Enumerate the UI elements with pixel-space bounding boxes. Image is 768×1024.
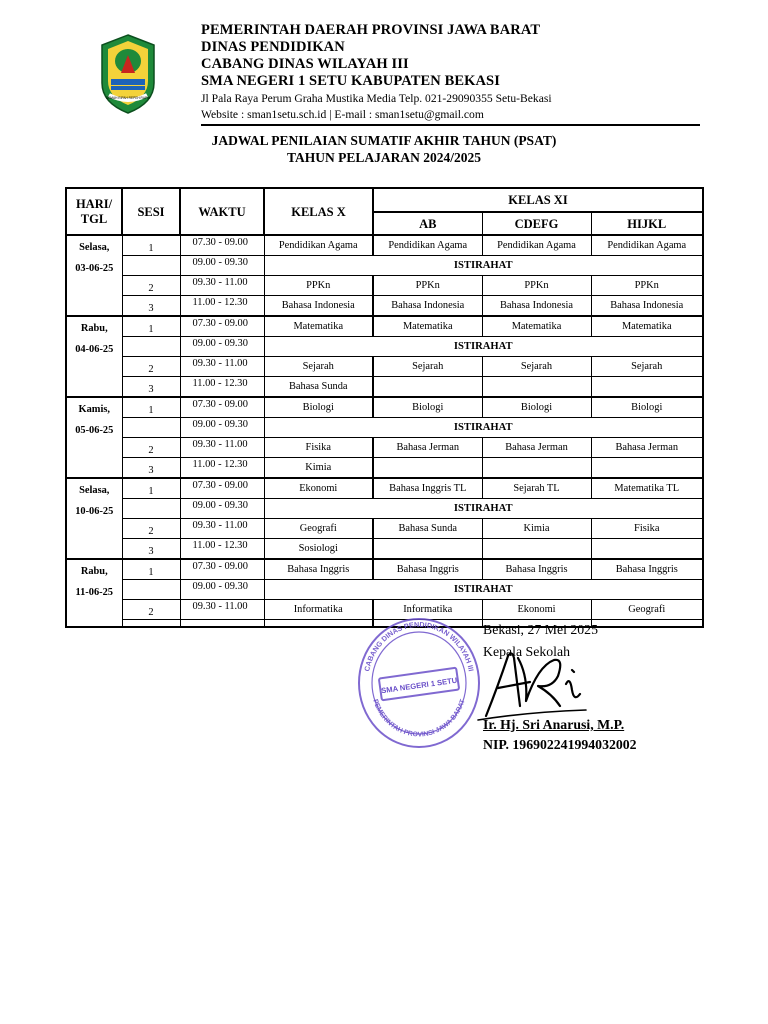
time-cell: 11.00 - 12.30: [180, 458, 264, 479]
kelas-x-cell: Matematika: [264, 316, 373, 337]
table-row: [66, 559, 703, 580]
svg-text:PEMERINTAH PROVINSI JAWA BARAT: [371, 698, 467, 739]
kelas-xi-ab-cell: Bahasa Inggris TL: [373, 478, 482, 499]
table-row: [66, 539, 703, 560]
kelas-xi-ab-cell: Bahasa Inggris: [373, 559, 482, 580]
table-row: [66, 458, 703, 479]
sesi-cell: 1: [122, 478, 180, 499]
kelas-xi-cdefg-cell: Sejarah TL: [482, 478, 591, 499]
school-stamp: [356, 615, 482, 751]
table-row: [66, 316, 703, 337]
kelas-x-cell: Kimia: [264, 458, 373, 479]
sesi-cell: 2: [122, 519, 180, 539]
break-cell: ISTIRAHAT: [264, 580, 703, 600]
kelas-xi-cdefg-cell: PPKn: [482, 276, 591, 296]
kelas-xi-ab-cell: [373, 377, 482, 398]
kelas-xi-hijkl-cell: [591, 377, 703, 398]
kelas-xi-cdefg-cell: Bahasa Indonesia: [482, 296, 591, 317]
kelas-xi-hijkl-cell: Matematika TL: [591, 478, 703, 499]
header-ab: AB: [373, 212, 482, 235]
schedule-body: [66, 235, 703, 627]
time-cell: 07.30 - 09.00: [180, 478, 264, 499]
time-cell: 11.00 - 12.30: [180, 296, 264, 317]
header-cdefg: CDEFG: [482, 212, 591, 235]
kelas-xi-hijkl-cell: PPKn: [591, 276, 703, 296]
kelas-xi-cdefg-cell: Pendidikan Agama: [482, 235, 591, 256]
day-label: Selasa,: [79, 485, 110, 496]
document-title: JADWAL PENILAIAN SUMATIF AKHIR TAHUN (PSAT): [211, 133, 557, 148]
time-cell: 11.00 - 12.30: [180, 539, 264, 560]
day-date-cell: [66, 235, 122, 316]
date-label: 10-06-25: [75, 506, 114, 517]
kelas-xi-cdefg-cell: Sejarah: [482, 357, 591, 377]
kelas-xi-hijkl-cell: Bahasa Jerman: [591, 438, 703, 458]
sesi-cell: [122, 256, 180, 276]
sesi-cell: 1: [122, 316, 180, 337]
sesi-cell: 1: [122, 397, 180, 418]
kelas-x-cell: Pendidikan Agama: [264, 235, 373, 256]
kelas-xi-ab-cell: Bahasa Sunda: [373, 519, 482, 539]
table-row: [66, 276, 703, 296]
sesi-cell: 3: [122, 296, 180, 317]
kelas-xi-ab-cell: Pendidikan Agama: [373, 235, 482, 256]
sesi-cell: 2: [122, 438, 180, 458]
empty-cell: [122, 620, 180, 628]
kelas-xi-ab-cell: Bahasa Indonesia: [373, 296, 482, 317]
kelas-xi-hijkl-cell: Geografi: [591, 600, 703, 620]
kelas-x-cell: Sosiologi: [264, 539, 373, 560]
sesi-cell: [122, 418, 180, 438]
time-cell: 09.30 - 11.00: [180, 600, 264, 620]
day-label: Kamis,: [78, 404, 110, 415]
kelas-xi-ab-cell: Bahasa Jerman: [373, 438, 482, 458]
date-label: 11-06-25: [75, 587, 114, 598]
kelas-xi-hijkl-cell: Bahasa Inggris: [591, 559, 703, 580]
kelas-xi-ab-cell: Matematika: [373, 316, 482, 337]
kelas-xi-cdefg-cell: Bahasa Inggris: [482, 559, 591, 580]
time-cell: 07.30 - 09.00: [180, 559, 264, 580]
kelas-x-cell: PPKn: [264, 276, 373, 296]
header-kelas-xi: KELAS XI: [373, 188, 703, 212]
time-cell: 09.00 - 09.30: [180, 580, 264, 600]
kelas-xi-cdefg-cell: Bahasa Jerman: [482, 438, 591, 458]
kelas-xi-cdefg-cell: [482, 458, 591, 479]
time-cell: 09.00 - 09.30: [180, 499, 264, 519]
day-date-cell: [66, 478, 122, 559]
date-label: 03-06-25: [75, 263, 114, 274]
kelas-xi-cdefg-cell: Matematika: [482, 316, 591, 337]
kelas-x-cell: Geografi: [264, 519, 373, 539]
kelas-xi-hijkl-cell: Matematika: [591, 316, 703, 337]
time-cell: 07.30 - 09.00: [180, 235, 264, 256]
kelas-xi-cdefg-cell: [482, 539, 591, 560]
time-cell: 09.30 - 11.00: [180, 438, 264, 458]
day-label: Rabu,: [80, 323, 108, 334]
day-date-cell: [66, 397, 122, 478]
sesi-cell: [122, 499, 180, 519]
time-cell: 09.00 - 09.30: [180, 418, 264, 438]
day-date-cell: [66, 316, 122, 397]
header-department: DINAS PENDIDIKAN: [201, 39, 345, 55]
table-row: [66, 478, 703, 499]
kelas-x-cell: Bahasa Inggris: [264, 559, 373, 580]
header-school: SMA NEGERI 1 SETU KABUPATEN BEKASI: [201, 73, 500, 89]
signer-nip: NIP. 196902241994032002: [483, 737, 637, 752]
break-cell: ISTIRAHAT: [264, 256, 703, 276]
table-row: [66, 296, 703, 317]
kelas-xi-hijkl-cell: Sejarah: [591, 357, 703, 377]
stamp-bottom-text: PEMERINTAH PROVINSI JAWA BARAT: [371, 698, 467, 739]
header-divider: [201, 124, 700, 126]
west-java-emblem-logo: [99, 33, 157, 115]
sesi-cell: 1: [122, 235, 180, 256]
break-cell: ISTIRAHAT: [264, 418, 703, 438]
table-row: [66, 337, 703, 357]
sesi-cell: 2: [122, 600, 180, 620]
time-cell: 09.00 - 09.30: [180, 256, 264, 276]
signer-position: Kepala Sekolah: [483, 644, 570, 659]
document-subtitle: TAHUN PELAJARAN 2024/2025: [286, 150, 481, 165]
day-label: Selasa,: [79, 242, 110, 253]
signer-name: Ir. Hj. Sri Anarusi, M.P.: [483, 717, 625, 732]
kelas-x-cell: Sejarah: [264, 357, 373, 377]
kelas-x-cell: Ekonomi: [264, 478, 373, 499]
kelas-xi-hijkl-cell: [591, 539, 703, 560]
schedule-table: [65, 187, 704, 628]
header-address: Jl Pala Raya Perum Graha Mustika Media Telp. 021-29090355 Setu-Bekasi: [201, 92, 552, 105]
time-cell: 09.30 - 11.00: [180, 357, 264, 377]
kelas-xi-cdefg-cell: Kimia: [482, 519, 591, 539]
sesi-cell: 1: [122, 559, 180, 580]
sesi-cell: [122, 337, 180, 357]
kelas-xi-ab-cell: Sejarah: [373, 357, 482, 377]
day-label: Rabu,: [80, 566, 108, 577]
table-row: [66, 438, 703, 458]
table-row: [66, 418, 703, 438]
kelas-xi-cdefg-cell: [482, 377, 591, 398]
header-government: PEMERINTAH DAERAH PROVINSI JAWA BARAT: [201, 22, 541, 38]
time-cell: 07.30 - 09.00: [180, 397, 264, 418]
header-hijkl: HIJKL: [591, 212, 703, 235]
kelas-xi-hijkl-cell: Fisika: [591, 519, 703, 539]
kelas-xi-cdefg-cell: Biologi: [482, 397, 591, 418]
letterhead: [201, 22, 721, 122]
kelas-xi-ab-cell: [373, 539, 482, 560]
stamp-center-text: SMA NEGERI 1 SETU: [380, 675, 458, 696]
date-label: 05-06-25: [75, 425, 114, 436]
kelas-xi-cdefg-cell: Ekonomi: [482, 600, 591, 620]
table-row: [66, 499, 703, 519]
handwritten-signature: [468, 646, 598, 726]
time-cell: 07.30 - 09.00: [180, 316, 264, 337]
kelas-xi-ab-cell: Biologi: [373, 397, 482, 418]
kelas-xi-hijkl-cell: Bahasa Indonesia: [591, 296, 703, 317]
sesi-cell: 2: [122, 276, 180, 296]
day-date-cell: [66, 559, 122, 627]
kelas-x-cell: Fisika: [264, 438, 373, 458]
header-kelas-x: KELAS X: [264, 188, 373, 235]
table-row: [66, 519, 703, 539]
header-branch: CABANG DINAS WILAYAH III: [201, 56, 409, 72]
sesi-cell: 2: [122, 357, 180, 377]
time-cell: 09.30 - 11.00: [180, 276, 264, 296]
time-cell: 11.00 - 12.30: [180, 377, 264, 398]
kelas-xi-hijkl-cell: Pendidikan Agama: [591, 235, 703, 256]
sesi-cell: 3: [122, 539, 180, 560]
logo-motto: GEMAH RIPAH REPEH RAPIH: [105, 96, 151, 100]
date-label: 04-06-25: [75, 344, 114, 355]
table-row: [66, 397, 703, 418]
sesi-cell: 3: [122, 377, 180, 398]
table-row: [66, 235, 703, 256]
header-website: Website : sman1setu.sch.id | E-mail : sman1setu@gmail.com: [201, 108, 484, 121]
kelas-x-cell: Biologi: [264, 397, 373, 418]
kelas-xi-hijkl-cell: [591, 458, 703, 479]
kelas-xi-ab-cell: PPKn: [373, 276, 482, 296]
sesi-cell: [122, 580, 180, 600]
table-row: [66, 256, 703, 276]
table-row: [66, 580, 703, 600]
header-sesi: SESI: [122, 188, 180, 235]
place-date: Bekasi, 27 Mei 2025: [483, 622, 598, 637]
kelas-xi-ab-cell: Informatika: [373, 600, 482, 620]
time-cell: 09.00 - 09.30: [180, 337, 264, 357]
break-cell: ISTIRAHAT: [264, 337, 703, 357]
header-hari-tgl: HARI/ TGL: [66, 188, 122, 235]
table-row: [66, 377, 703, 398]
kelas-xi-ab-cell: [373, 458, 482, 479]
stamp-outer-text: CABANG DINAS PENDIDIKAN WILAYAH III: [362, 619, 476, 673]
kelas-x-cell: Bahasa Indonesia: [264, 296, 373, 317]
empty-cell: [180, 620, 264, 628]
kelas-x-cell: Informatika: [264, 600, 373, 620]
kelas-x-cell: Bahasa Sunda: [264, 377, 373, 398]
break-cell: ISTIRAHAT: [264, 499, 703, 519]
time-cell: 09.30 - 11.00: [180, 519, 264, 539]
header-waktu: WAKTU: [180, 188, 264, 235]
svg-text:CABANG DINAS PENDIDIKAN WILAYA: [362, 620, 476, 672]
table-row: [66, 357, 703, 377]
sesi-cell: 3: [122, 458, 180, 479]
kelas-xi-hijkl-cell: Biologi: [591, 397, 703, 418]
